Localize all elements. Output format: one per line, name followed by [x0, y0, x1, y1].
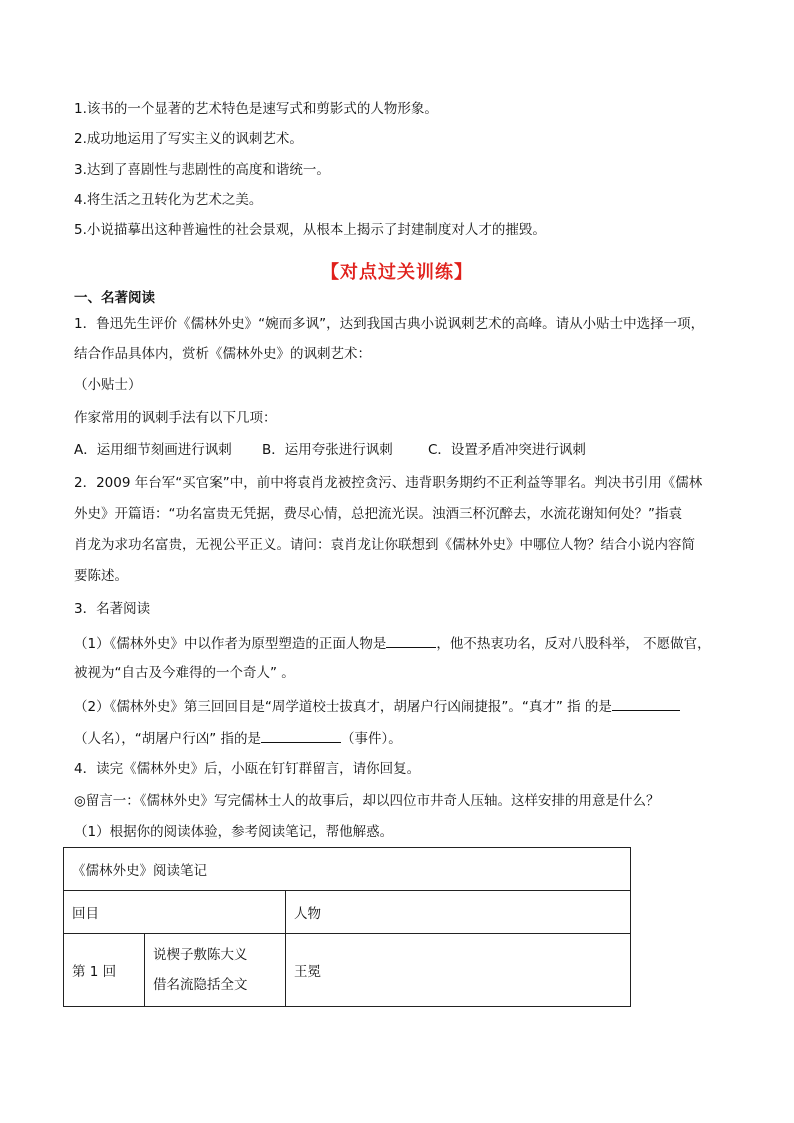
answer-blank-1[interactable]: [386, 634, 436, 648]
q2-line-4: 要陈述。: [74, 568, 128, 584]
table-row: [64, 934, 631, 1007]
feature-item-2: 2.成功地运用了写实主义的讽刺艺术。: [74, 131, 303, 147]
q4-message: ◎留言一：《儒林外史》写完儒林士人的故事后，却以四位市井奇人压轴。这样安排的用意是什么？: [74, 793, 660, 809]
q3-sub2-text-a: （2）《儒林外史》第三回回目是“周学道校士拔真才，胡屠户行凶闹捷报”。“真才” 指 的是: [74, 699, 612, 715]
table-title-row: [64, 848, 631, 891]
q1-options: [74, 442, 734, 458]
row-chapter-number: 第 1 回: [64, 934, 145, 1006]
row-chapter-cell: [64, 934, 286, 1007]
q3-sub2-text-b: （人名），“胡屠户行凶” 指的是: [74, 731, 262, 747]
feature-item-1: 1.该书的一个显著的艺术特色是速写式和剪影式的人物形象。: [74, 101, 438, 117]
row-person: 王冕: [286, 934, 631, 1007]
q3-sub1-line: [74, 634, 734, 652]
q1-tip-intro: 作家常用的讽刺手法有以下几项：: [74, 410, 277, 426]
q3-sub2-line: [74, 697, 734, 715]
feature-item-3: 3.达到了喜剧性与悲剧性的高度和谐统一。: [74, 162, 330, 178]
q3-sub2-text-c: （事件）。: [341, 731, 402, 747]
row-chapter-title: [145, 934, 248, 1006]
feature-item-5: 5.小说描摹出这种普遍性的社会景观，从根本上揭示了封建制度对人才的摧毁。: [74, 222, 546, 238]
q2-line-2: 外史》开篇语：“功名富贵无凭据，费尽心情，总把流光误。浊酒三杯沉醉去，水流花谢知何处？”指袁: [74, 506, 682, 522]
section-title: 【对点过关训练】: [321, 262, 473, 283]
option-c: C．设置矛盾冲突进行讽刺: [428, 442, 586, 458]
q1-tip-label: （小贴士）: [74, 377, 142, 393]
q3-sub1-text-b: ，他不热衷功名，反对八股科举， 不愿做官，: [436, 636, 711, 652]
table-header-row: [64, 891, 631, 934]
q4-sub1: （1）根据你的阅读体验，参考阅读笔记，帮他解惑。: [74, 824, 394, 840]
answer-blank-2[interactable]: [612, 697, 680, 711]
reading-notes-table: [63, 847, 631, 1007]
q3-sub1-text-a: （1）《儒林外史》中以作者为原型塑造的正面人物是: [74, 636, 387, 652]
q1-line-1: 1．鲁迅先生评价《儒林外史》“婉而多讽”，达到我国古典小说讽刺艺术的高峰。请从小贴士中选择一项，: [74, 316, 705, 332]
q2-line-3: 肖龙为求功名富贵，无视公平正义。请问：袁肖龙让你联想到《儒林外史》中哪位人物？结合小说内容简: [74, 537, 695, 553]
row-chapter-title-line-2: 借名流隐括全文: [153, 977, 248, 993]
q4-line-1: 4．读完《儒林外史》后，小瓯在钉钉群留言，请你回复。: [74, 761, 421, 777]
option-b: B．运用夸张进行讽刺: [262, 442, 393, 458]
table-title: 《儒林外史》阅读笔记: [64, 848, 631, 891]
header-person: 人物: [286, 891, 631, 934]
q3-sub2-line-2: [74, 729, 734, 747]
q3-heading: 3．名著阅读: [74, 601, 151, 617]
q2-line-1: 2．2009 年台军“买官案”中，前中将袁肖龙被控贪污、违背职务期约不正利益等罪名。判决书引用《儒林: [74, 475, 703, 491]
header-chapter: 回目: [64, 891, 286, 934]
q1-line-2: 结合作品具体内，赏析《儒林外史》的讽刺艺术：: [74, 346, 371, 362]
row-chapter-title-line-1: 说楔子敷陈大义: [153, 947, 248, 963]
feature-item-4: 4.将生活之丑转化为艺术之美。: [74, 192, 263, 208]
answer-blank-3[interactable]: [261, 729, 341, 743]
part-heading: 一、名著阅读: [74, 290, 155, 306]
q3-sub1-line-2: 被视为“自古及今难得的一个奇人” 。: [74, 665, 295, 681]
option-a: A．运用细节刻画进行讽刺: [74, 442, 232, 458]
